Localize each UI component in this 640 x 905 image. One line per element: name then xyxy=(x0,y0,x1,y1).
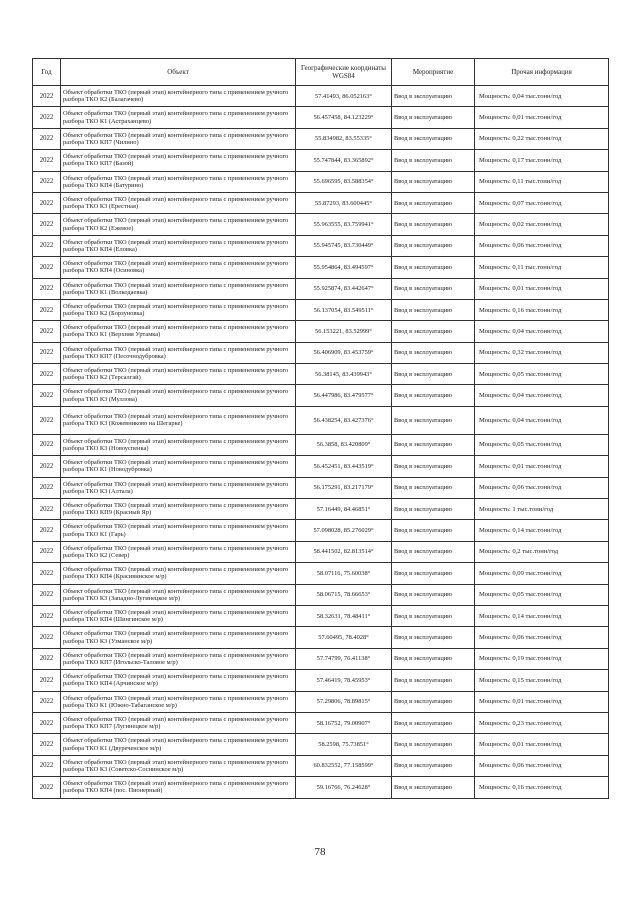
cell-info: Мощность: 0,11 тыс.тонн/год xyxy=(475,171,609,192)
cell-info: Мощность: 0,06 тыс.тонн/год xyxy=(475,235,609,256)
cell-year: 2022 xyxy=(33,499,61,520)
cell-event: Ввод в эксплуатацию xyxy=(392,150,475,171)
table-row xyxy=(33,214,609,235)
cell-coords: 56.38145, 83.439943° xyxy=(296,364,392,385)
cell-object: Объект обработки ТКО (первый этап) контейнерного типа с применением ручного разбора ТКО КП4 (Шингинское м/р) xyxy=(61,605,296,626)
table-row xyxy=(33,150,609,171)
cell-object: Объект обработки ТКО (первый этап) контейнерного типа с применением ручного разбора ТКО К3 (Западно-Лугинецкое м/р) xyxy=(61,584,296,605)
table-row xyxy=(33,520,609,541)
cell-event: Ввод в эксплуатацию xyxy=(392,278,475,299)
cell-object: Объект обработки ТКО (первый этап) контейнерного типа с применением ручного разбора ТКО К2 (Ежевое) xyxy=(61,214,296,235)
cell-info: Мощность: 0,32 тыс.тонн/год xyxy=(475,342,609,363)
cell-object: Объект обработки ТКО (первый этап) контейнерного типа с применением ручного разбора ТКО К1 (Двуреченское м/р) xyxy=(61,734,296,755)
cell-year: 2022 xyxy=(33,777,61,798)
cell-info: Мощность: 0,16 тыс.тонн/год xyxy=(475,299,609,320)
cell-event: Ввод в эксплуатацию xyxy=(392,520,475,541)
cell-event: Ввод в эксплуатацию xyxy=(392,777,475,798)
cell-coords: 55.747844, 83.365892° xyxy=(296,150,392,171)
cell-object: Объект обработки ТКО (первый этап) контейнерного типа с применением ручного разбора ТКО КП4 (Красивинское м/р) xyxy=(61,563,296,584)
table-row xyxy=(33,385,609,406)
cell-event: Ввод в эксплуатацию xyxy=(392,670,475,691)
table-row xyxy=(33,477,609,498)
cell-object: Объект обработки ТКО (первый этап) контейнерного типа с применением ручного разбора ТКО К3 (Кожевниково на Шегарке) xyxy=(61,406,296,434)
cell-year: 2022 xyxy=(33,128,61,149)
cell-coords: 55.963555, 83.759941° xyxy=(296,214,392,235)
cell-year: 2022 xyxy=(33,385,61,406)
cell-event: Ввод в эксплуатацию xyxy=(392,214,475,235)
cell-coords: 55.696595, 83.588354° xyxy=(296,171,392,192)
cell-year: 2022 xyxy=(33,605,61,626)
cell-event: Ввод в эксплуатацию xyxy=(392,605,475,626)
table-row xyxy=(33,563,609,584)
cell-coords: 56.153221, 83.52999° xyxy=(296,321,392,342)
table-row xyxy=(33,755,609,776)
table-row xyxy=(33,299,609,320)
cell-event: Ввод в эксплуатацию xyxy=(392,434,475,455)
cell-year: 2022 xyxy=(33,299,61,320)
cell-event: Ввод в эксплуатацию xyxy=(392,584,475,605)
table-row xyxy=(33,648,609,669)
cell-event: Ввод в эксплуатацию xyxy=(392,477,475,498)
cell-coords: 56.3858, 83.420809° xyxy=(296,434,392,455)
cell-coords: 55.925874, 83.442647° xyxy=(296,278,392,299)
cell-year: 2022 xyxy=(33,214,61,235)
cell-coords: 57.16449, 84.46851° xyxy=(296,499,392,520)
cell-year: 2022 xyxy=(33,235,61,256)
cell-event: Ввод в эксплуатацию xyxy=(392,712,475,733)
cell-object: Объект обработки ТКО (первый этап) контейнерного типа с применением ручного разбора ТКО КП7 (Чилино) xyxy=(61,128,296,149)
cell-coords: 56.438254, 83.427376° xyxy=(296,406,392,434)
cell-info: Мощность: 0,04 тыс.тонн/год xyxy=(475,86,609,107)
cell-info: Мощность: 0,01 тыс.тонн/год xyxy=(475,456,609,477)
cell-year: 2022 xyxy=(33,434,61,455)
cell-year: 2022 xyxy=(33,257,61,278)
table-row xyxy=(33,128,609,149)
cell-year: 2022 xyxy=(33,171,61,192)
cell-object: Объект обработки ТКО (первый этап) контейнерного типа с применением ручного разбора ТКО К3 (Ерестная) xyxy=(61,192,296,213)
cell-object: Объект обработки ТКО (первый этап) контейнерного типа с применением ручного разбора ТКО КП7 (Лугинецкое м/р) xyxy=(61,712,296,733)
cell-event: Ввод в эксплуатацию xyxy=(392,734,475,755)
cell-event: Ввод в эксплуатацию xyxy=(392,406,475,434)
cell-year: 2022 xyxy=(33,541,61,562)
cell-year: 2022 xyxy=(33,406,61,434)
cell-coords: 58.441502, 82.813514° xyxy=(296,541,392,562)
cell-info: Мощность: 0,05 тыс.тонн/год xyxy=(475,364,609,385)
cell-coords: 58.16752, 79.00907° xyxy=(296,712,392,733)
cell-coords: 57.74799, 76.41138° xyxy=(296,648,392,669)
table-row xyxy=(33,541,609,562)
cell-coords: 57.098028, 85.276029° xyxy=(296,520,392,541)
cell-event: Ввод в эксплуатацию xyxy=(392,755,475,776)
cell-info: Мощность: 0,01 тыс.тонн/год xyxy=(475,278,609,299)
cell-info: Мощность: 1 тыс.тонн/год xyxy=(475,499,609,520)
page-number: 78 xyxy=(314,846,326,858)
table-row xyxy=(33,777,609,798)
cell-coords: 57.41493, 86.052163° xyxy=(296,86,392,107)
cell-event: Ввод в эксплуатацию xyxy=(392,499,475,520)
table-row xyxy=(33,342,609,363)
cell-coords: 60.832552, 77.158599° xyxy=(296,755,392,776)
cell-event: Ввод в эксплуатацию xyxy=(392,235,475,256)
cell-event: Ввод в эксплуатацию xyxy=(392,364,475,385)
cell-event: Ввод в эксплуатацию xyxy=(392,107,475,128)
header-event: Мероприятие xyxy=(392,59,475,86)
cell-event: Ввод в эксплуатацию xyxy=(392,86,475,107)
cell-object: Объект обработки ТКО (первый этап) контейнерного типа с применением ручного разбора ТКО К3 (Советско-Соснинское м/р) xyxy=(61,755,296,776)
cell-object: Объект обработки ТКО (первый этап) контейнерного типа с применением ручного разбора ТКО К3 (Новоуспенка) xyxy=(61,434,296,455)
cell-info: Мощность: 0,04 тыс.тонн/год xyxy=(475,321,609,342)
header-coords: Географические координаты WGS84 xyxy=(296,59,392,86)
cell-info: Мощность: 0,09 тыс.тонн/год xyxy=(475,563,609,584)
cell-year: 2022 xyxy=(33,107,61,128)
cell-coords: 55.954864, 83.494597° xyxy=(296,257,392,278)
header-object: Объект xyxy=(61,59,296,86)
cell-event: Ввод в эксплуатацию xyxy=(392,456,475,477)
cell-object: Объект обработки ТКО (первый этап) контейнерного типа с применением ручного разбора ТКО К1 (Верхняя Уртамка) xyxy=(61,321,296,342)
cell-object: Объект обработки ТКО (первый этап) контейнерного типа с применением ручного разбора ТКО КП4 (Батурино) xyxy=(61,171,296,192)
cell-year: 2022 xyxy=(33,734,61,755)
cell-year: 2022 xyxy=(33,477,61,498)
cell-coords: 57.60495, 78.4028° xyxy=(296,627,392,648)
cell-info: Мощность: 0,02 тыс.тонн/год xyxy=(475,214,609,235)
cell-object: Объект обработки ТКО (первый этап) контейнерного типа с применением ручного разбора ТКО К3 (Узманское м/р) xyxy=(61,627,296,648)
header-info: Прочая информация xyxy=(475,59,609,86)
table-row xyxy=(33,670,609,691)
cell-object: Объект обработки ТКО (первый этап) контейнерного типа с применением ручного разбора ТКО К1 (Волкодаевка) xyxy=(61,278,296,299)
table-row xyxy=(33,235,609,256)
cell-info: Мощность: 0,04 тыс.тонн/год xyxy=(475,406,609,434)
cell-year: 2022 xyxy=(33,520,61,541)
cell-year: 2022 xyxy=(33,321,61,342)
cell-object: Объект обработки ТКО (первый этап) контейнерного типа с применением ручного разбора ТКО К2 (Борзуновка) xyxy=(61,299,296,320)
cell-object: Объект обработки ТКО (первый этап) контейнерного типа с применением ручного разбора ТКО К3 (Алтала) xyxy=(61,477,296,498)
cell-event: Ввод в эксплуатацию xyxy=(392,563,475,584)
cell-year: 2022 xyxy=(33,150,61,171)
cell-object: Объект обработки ТКО (первый этап) контейнерного типа с применением ручного разбора ТКО КП9 (Красный Яр) xyxy=(61,499,296,520)
cell-coords: 55.87293, 83.600445° xyxy=(296,192,392,213)
header-year: Год xyxy=(33,59,61,86)
cell-coords: 59.16766, 76.24628° xyxy=(296,777,392,798)
table-row xyxy=(33,434,609,455)
cell-info: Мощность: 0,05 тыс.тонн/год xyxy=(475,584,609,605)
cell-object: Объект обработки ТКО (первый этап) контейнерного типа с применением ручного разбора ТКО К1 (Южно-Табаганское м/р) xyxy=(61,691,296,712)
table-row xyxy=(33,107,609,128)
cell-info: Мощность: 0,01 тыс.тонн/год xyxy=(475,107,609,128)
cell-info: Мощность: 0,14 тыс.тонн/год xyxy=(475,520,609,541)
cell-coords: 58.06715, 78.66653° xyxy=(296,584,392,605)
table-header-row xyxy=(33,59,609,86)
cell-object: Объект обработки ТКО (первый этап) контейнерного типа с применением ручного разбора ТКО КП7 (Базой) xyxy=(61,150,296,171)
cell-event: Ввод в эксплуатацию xyxy=(392,342,475,363)
table-row xyxy=(33,406,609,434)
table-row xyxy=(33,278,609,299)
cell-info: Мощность: 0,06 тыс.тонн/год xyxy=(475,627,609,648)
cell-coords: 56.452451, 83.443519° xyxy=(296,456,392,477)
cell-event: Ввод в эксплуатацию xyxy=(392,321,475,342)
table-row xyxy=(33,257,609,278)
cell-event: Ввод в эксплуатацию xyxy=(392,627,475,648)
table-row xyxy=(33,86,609,107)
cell-year: 2022 xyxy=(33,712,61,733)
cell-year: 2022 xyxy=(33,627,61,648)
cell-year: 2022 xyxy=(33,755,61,776)
cell-info: Мощность: 0,23 тыс.тонн/год xyxy=(475,712,609,733)
cell-object: Объект обработки ТКО (первый этап) контейнерного типа с применением ручного разбора ТКО К1 (Гарь) xyxy=(61,520,296,541)
table-row xyxy=(33,691,609,712)
cell-info: Мощность: 0,16 тыс.тонн/год xyxy=(475,777,609,798)
cell-info: Мощность: 0,04 тыс.тонн/год xyxy=(475,385,609,406)
cell-year: 2022 xyxy=(33,670,61,691)
table-row xyxy=(33,605,609,626)
cell-info: Мощность: 0,14 тыс.тонн/год xyxy=(475,605,609,626)
document-page xyxy=(32,58,608,799)
cell-object: Объект обработки ТКО (первый этап) контейнерного типа с применением ручного разбора ТКО КП4 (Еловка) xyxy=(61,235,296,256)
cell-object: Объект обработки ТКО (первый этап) контейнерного типа с применением ручного разбора ТКО К2 (Север) xyxy=(61,541,296,562)
cell-coords: 58.2598, 75.73851° xyxy=(296,734,392,755)
cell-event: Ввод в эксплуатацию xyxy=(392,128,475,149)
table-row xyxy=(33,321,609,342)
cell-info: Мощность: 0,19 тыс.тонн/год xyxy=(475,648,609,669)
cell-coords: 56.406909, 83.453759° xyxy=(296,342,392,363)
cell-object: Объект обработки ТКО (первый этап) контейнерного типа с применением ручного разбора ТКО К1 (Астраханцево) xyxy=(61,107,296,128)
cell-event: Ввод в эксплуатацию xyxy=(392,192,475,213)
cell-coords: 56.175291, 83.217179° xyxy=(296,477,392,498)
cell-info: Мощность: 0,05 тыс.тонн/год xyxy=(475,434,609,455)
cell-coords: 57.29806, 78.89815° xyxy=(296,691,392,712)
cell-event: Ввод в эксплуатацию xyxy=(392,541,475,562)
cell-coords: 56.457458, 84.123229° xyxy=(296,107,392,128)
cell-object: Объект обработки ТКО (первый этап) контейнерного типа с применением ручного разбора ТКО К3 (Муллова) xyxy=(61,385,296,406)
cell-coords: 56.447986, 83.479577° xyxy=(296,385,392,406)
table-row xyxy=(33,364,609,385)
cell-year: 2022 xyxy=(33,364,61,385)
table-row xyxy=(33,192,609,213)
cell-info: Мощность: 0,2 тыс.тонн/год xyxy=(475,541,609,562)
table-row xyxy=(33,171,609,192)
cell-year: 2022 xyxy=(33,192,61,213)
cell-event: Ввод в эксплуатацию xyxy=(392,171,475,192)
cell-info: Мощность: 0,22 тыс.тонн/год xyxy=(475,128,609,149)
cell-info: Мощность: 0,06 тыс.тонн/год xyxy=(475,477,609,498)
cell-year: 2022 xyxy=(33,691,61,712)
table-body xyxy=(33,86,609,799)
table-row xyxy=(33,734,609,755)
cell-info: Мощность: 0,17 тыс.тонн/год xyxy=(475,150,609,171)
cell-event: Ввод в эксплуатацию xyxy=(392,257,475,278)
cell-coords: 57.46419, 78.45953° xyxy=(296,670,392,691)
table-row xyxy=(33,627,609,648)
table-row xyxy=(33,584,609,605)
cell-info: Мощность: 0,07 тыс.тонн/год xyxy=(475,192,609,213)
cell-info: Мощность: 0,15 тыс.тонн/год xyxy=(475,670,609,691)
cell-coords: 55.945745, 83.730449° xyxy=(296,235,392,256)
cell-object: Объект обработки ТКО (первый этап) контейнерного типа с применением ручного разбора ТКО К2 (Терсалгай) xyxy=(61,364,296,385)
cell-year: 2022 xyxy=(33,278,61,299)
cell-coords: 56.137054, 83.549511° xyxy=(296,299,392,320)
cell-coords: 58.07116, 75.60038° xyxy=(296,563,392,584)
cell-object: Объект обработки ТКО (первый этап) контейнерного типа с применением ручного разбора ТКО КП4 (Арчинское м/р) xyxy=(61,670,296,691)
cell-year: 2022 xyxy=(33,456,61,477)
cell-year: 2022 xyxy=(33,563,61,584)
cell-coords: 55.834982, 83.55335° xyxy=(296,128,392,149)
facilities-table xyxy=(32,58,609,799)
cell-object: Объект обработки ТКО (первый этап) контейнерного типа с применением ручного разбора ТКО К1 (Новодубровка) xyxy=(61,456,296,477)
cell-year: 2022 xyxy=(33,584,61,605)
cell-info: Мощность: 0,01 тыс.тонн/год xyxy=(475,691,609,712)
cell-coords: 58.32631, 78.48411° xyxy=(296,605,392,626)
cell-year: 2022 xyxy=(33,648,61,669)
cell-event: Ввод в эксплуатацию xyxy=(392,648,475,669)
cell-object: Объект обработки ТКО (первый этап) контейнерного типа с применением ручного разбора ТКО КП7 (Песочнодубровка) xyxy=(61,342,296,363)
table-row xyxy=(33,499,609,520)
cell-object: Объект обработки ТКО (первый этап) контейнерного типа с применением ручного разбора ТКО КП4 (пос. Пионерный) xyxy=(61,777,296,798)
cell-object: Объект обработки ТКО (первый этап) контейнерного типа с применением ручного разбора ТКО КП7 (Игольско-Таловое м/р) xyxy=(61,648,296,669)
cell-event: Ввод в эксплуатацию xyxy=(392,691,475,712)
cell-event: Ввод в эксплуатацию xyxy=(392,385,475,406)
cell-object: Объект обработки ТКО (первый этап) контейнерного типа с применением ручного разбора ТКО КП4 (Осиновка) xyxy=(61,257,296,278)
table-row xyxy=(33,712,609,733)
cell-event: Ввод в эксплуатацию xyxy=(392,299,475,320)
cell-object: Объект обработки ТКО (первый этап) контейнерного типа с применением ручного разбора ТКО К2 (Балагачево) xyxy=(61,86,296,107)
cell-year: 2022 xyxy=(33,342,61,363)
cell-year: 2022 xyxy=(33,86,61,107)
table-row xyxy=(33,456,609,477)
cell-info: Мощность: 0,01 тыс.тонн/год xyxy=(475,734,609,755)
cell-info: Мощность: 0,06 тыс.тонн/год xyxy=(475,755,609,776)
cell-info: Мощность: 0,11 тыс.тонн/год xyxy=(475,257,609,278)
